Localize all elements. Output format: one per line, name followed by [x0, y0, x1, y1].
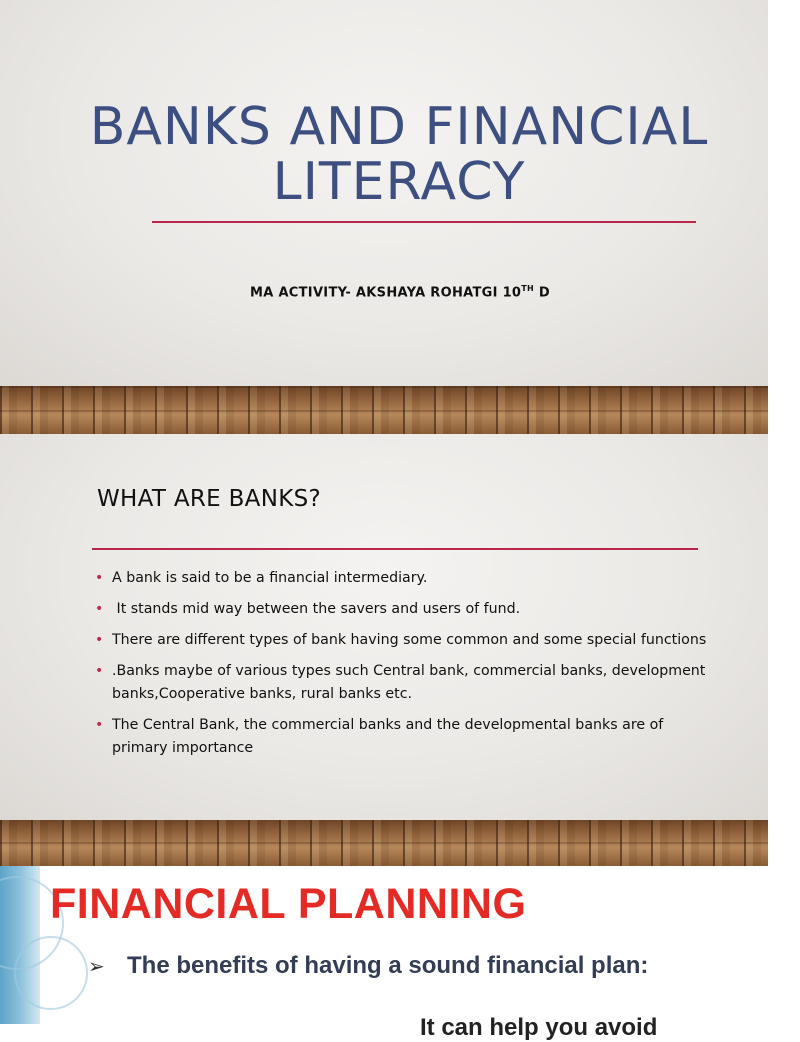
- bullet-text: A bank is said to be a financial intermediary.: [112, 570, 428, 586]
- heading-divider: [92, 548, 698, 550]
- slide-title: [0, 0, 768, 386]
- subtitle-suffix: D: [534, 285, 550, 301]
- bullet-icon: •: [95, 717, 104, 733]
- list-item: [95, 660, 715, 706]
- bullet-icon: •: [95, 570, 104, 586]
- cut-off-text: It can help you avoid: [420, 1014, 658, 1041]
- bullet-text: It stands mid way between the savers and users of fund.: [112, 601, 521, 617]
- subtitle-superscript: TH: [521, 284, 535, 293]
- wood-floor-strip: [0, 820, 768, 866]
- slide-what-are-banks: [0, 434, 768, 820]
- title-divider: [152, 221, 696, 223]
- bullet-icon: •: [95, 663, 104, 679]
- bullet-text: .Banks maybe of various types such Central bank, commercial banks, development banks,Cooperative banks, rural banks etc.: [112, 663, 706, 702]
- bullet-text: The Central Bank, the commercial banks and the developmental banks are of primary importance: [112, 717, 664, 756]
- subtitle-text: MA ACTIVITY- AKSHAYA ROHATGI 10: [250, 285, 522, 301]
- presentation-subtitle: [0, 284, 800, 300]
- slide-heading: FINANCIAL PLANNING: [50, 880, 527, 928]
- decorative-circle: [14, 936, 88, 1010]
- slide-financial-planning: [0, 866, 768, 1041]
- presentation-title: BANKS AND FINANCIAL LITERACY: [89, 97, 709, 212]
- bullet-text: There are different types of bank having some common and some special functions: [112, 632, 707, 648]
- slide-subheading: The benefits of having a sound financial plan:: [127, 952, 649, 979]
- bullet-icon: •: [95, 632, 104, 648]
- arrow-bullet-icon: ➢: [88, 954, 105, 978]
- list-item: [95, 714, 715, 760]
- bullet-list: [95, 567, 715, 768]
- bullet-icon: •: [95, 601, 104, 617]
- wood-floor-strip: [0, 386, 768, 434]
- list-item: [95, 629, 715, 652]
- list-item: [95, 598, 715, 621]
- list-item: [95, 567, 715, 590]
- slide-heading: WHAT ARE BANKS?: [97, 486, 322, 512]
